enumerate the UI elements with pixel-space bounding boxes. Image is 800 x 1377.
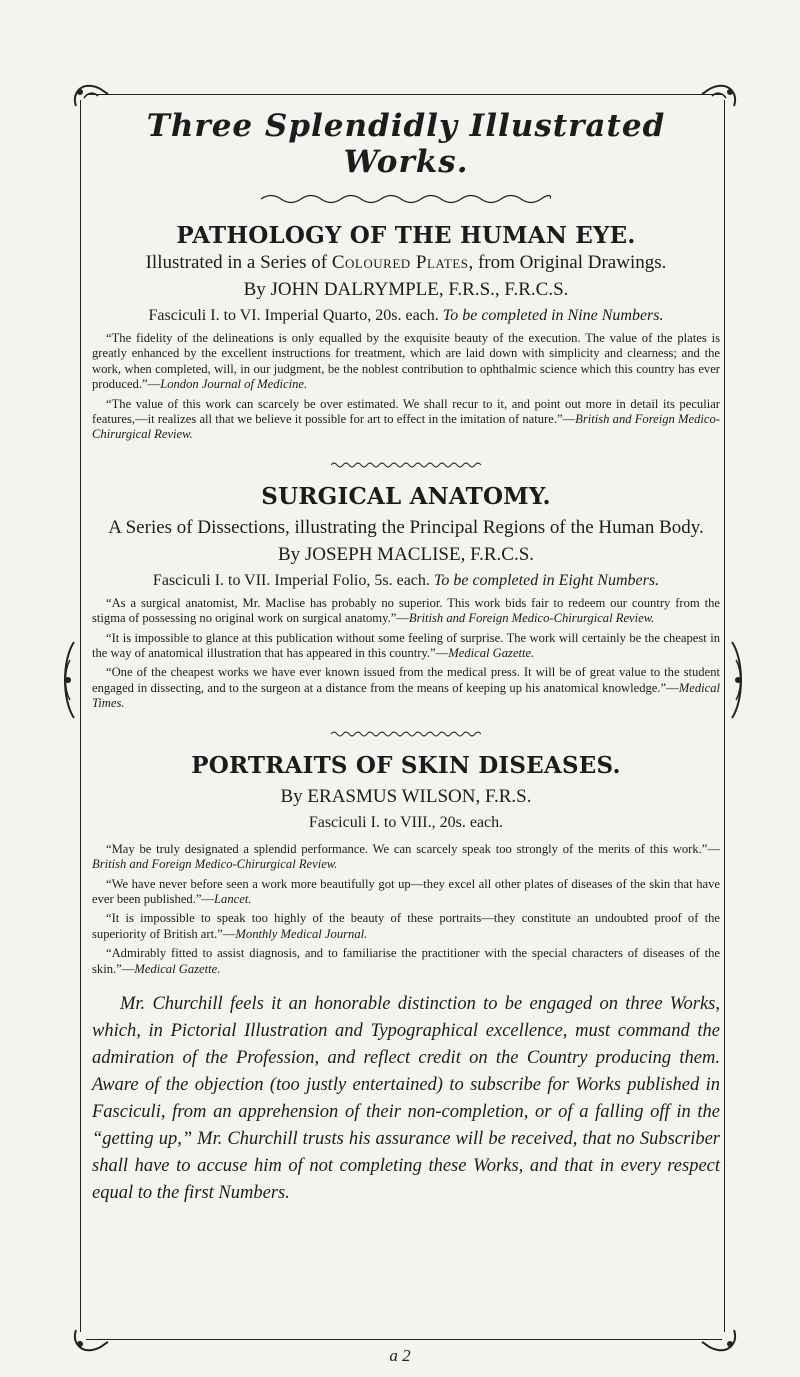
border-top-rule [86,94,722,95]
review-quote: “One of the cheapest works we have ever known issued from the medical press. It will be of great value to the student engaged in dissecting, and to the surgeon at a distance from the means of keeping up his anatomical knowledge.”—Medical Times. [92,665,720,711]
side-ornament-icon [728,640,746,720]
work-title: PATHOLOGY OF THE HUMAN EYE. [176,222,636,249]
side-ornament-icon [60,640,78,720]
work-author: By JOSEPH MACLISE, F.R.C.S. [277,543,535,565]
work-details: Fasciculi I. to VI. Imperial Quarto, 20s. each. To be completed in Nine Numbers. [148,307,664,324]
work-subtitle: Illustrated in a Series of Coloured Plates, from Original Drawings. [145,252,667,273]
border-left-rule [80,100,81,1332]
work-details: Fasciculi I. to VIII., 20s. each. [308,813,504,831]
section-divider-icon [331,461,481,469]
review-quote: “Admirably fitted to assist diagnosis, and to familiarise the practitioner with the special characters of diseases of the skin.”—Medical Gazette. [92,946,720,976]
review-quote: “May be truly designated a splendid performance. We can scarcely speak too strongly of the merits of this work.”—British and Foreign Medico-Chirurgical Review. [92,841,720,872]
work-subtitle: A Series of Dissections, illustrating the Principal Regions of the Human Body. [108,516,704,538]
work-title: PORTRAITS OF SKIN DISEASES. [191,751,621,779]
page-number: a 2 [389,1346,411,1365]
review-quote: “The value of this work can scarcely be over estimated. We shall recur to it, and point out more in detail its peculiar features,—it realizes all that we believe it possible for art to effect in the imitation of nature.”—British and Foreign Medico-Chirurgical Review. [92,396,720,442]
work-title: SURGICAL ANATOMY. [261,482,551,510]
review-quote: “The fidelity of the delineations is only equalled by the exquisite beauty of the execution. The value of the plates is greatly enhanced by the excellent instructions for treatment, which are laid down with simplicity and clearness; and the work, when completed, will, in our judgment, be the noblest contribution to ophthalmic science which this country has ever produced.”—London Journal of Medicine. [92,331,720,392]
review-quote: “As a surgical anatomist, Mr. Maclise has probably no superior. This work bids fair to redeem our country from the stigma of possessing no original work on surgical anatomy.”—British and Foreign Medico-Chirurgical Review. [92,595,720,626]
work-pathology-human-eye [92,222,720,443]
section-divider-icon [331,730,481,738]
border-right-rule [724,100,725,1332]
page-header-title: Three Splendidly Illustrated Works. [146,108,666,180]
review-quote: “It is impossible to glance at this publication without some feeling of surprise. The work will certainly be the cheapest in the way of anatomical illustration that has appeared in this country.”—Medical Gazette. [92,630,720,661]
work-author: By ERASMUS WILSON, F.R.S. [280,785,532,807]
review-quote: “It is impossible to speak too highly of the beauty of these portraits—they constitute an undoubted proof of the superiority of British art.”—Monthly Medical Journal. [92,911,720,941]
work-portraits-skin-diseases [92,752,720,977]
border-bottom-rule [86,1339,722,1340]
review-quote: “We have never before seen a work more beautifully got up—they excel all other plates of diseases of the skin that have ever been published.”—Lancet. [92,876,720,906]
decorative-squiggle-icon [261,192,551,206]
work-author: By JOHN DALRYMPLE, F.R.S., F.R.C.S. [243,279,569,300]
content [92,100,720,1207]
work-surgical-anatomy [92,483,720,712]
publisher-statement: Mr. Churchill feels it an honorable distinction to be engaged on three Works, which, in Pictorial Illustration and Typographical excellence, must command the admiration of the Profession, and reflect credit on the Country producing them. Aware of the objection (too justly entertained) to subscribe for Works published in Fasciculi, from an apprehension of their non-completion, or of a falling off in the “getting up,” Mr. Churchill trusts his assurance will be received, that no Subscriber shall have to accuse him of not completing these Works, and that in every respect equal to the first Numbers. [92,993,720,1203]
work-details: Fasciculi I. to VII. Imperial Folio, 5s. each. To be completed in Eight Numbers. [152,571,660,589]
